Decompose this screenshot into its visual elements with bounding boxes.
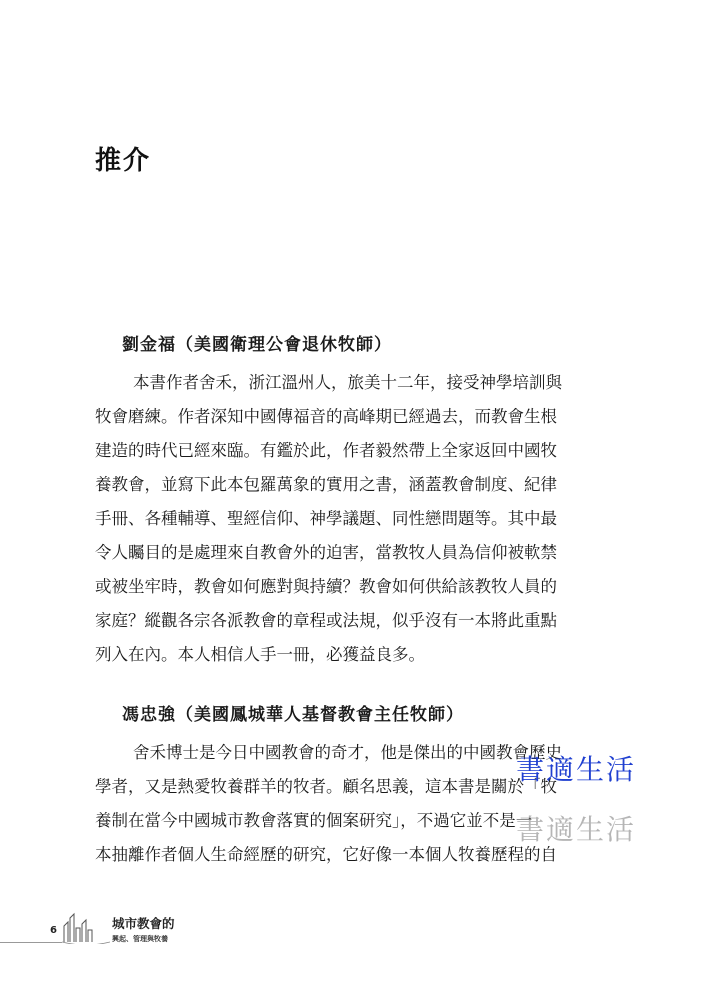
section-heading-1: 劉金福（美國衛理公會退休牧師）	[122, 335, 392, 355]
paragraph-line: 養制在當今中國城市教會落實的個案研究」，不過它並不是一	[95, 811, 533, 830]
watermark-blue: 書適生活	[516, 753, 637, 786]
paragraph-line: 手冊、各種輔導、聖經信仰、神學議題、同性戀問題等。其中最	[95, 509, 557, 528]
section-paragraph-1	[95, 366, 635, 672]
city-skyline-icon	[62, 912, 110, 944]
paragraph-line: 本書作者舍禾，浙江溫州人，旅美十二年，接受神學培訓與	[133, 373, 562, 392]
paragraph-line: 家庭？縱觀各宗各派教會的章程或法規，似乎沒有一本將此重點	[95, 611, 557, 630]
page-number: 6	[50, 925, 57, 936]
paragraph-line: 列入在內。本人相信人手一冊，必獲益良多。	[95, 645, 425, 664]
paragraph-line: 養教會，並寫下此本包羅萬象的實用之書，涵蓋教會制度、紀律	[95, 475, 557, 494]
paragraph-line: 令人矚目的是處理來自教會外的迫害，當教牧人員為信仰被軟禁	[95, 543, 557, 562]
paragraph-line: 牧會磨練。作者深知中國傳福音的高峰期已經過去，而教會生根	[95, 407, 557, 426]
paragraph-line: 學者，又是熱愛牧養群羊的牧者。顧名思義，這本書是關於「牧	[95, 777, 557, 796]
paragraph-line: 本抽離作者個人生命經歷的研究，它好像一本個人牧養歷程的自	[95, 845, 557, 864]
footer-rule	[0, 942, 62, 943]
page-title: 推介	[95, 146, 152, 176]
watermark-gray: 書適生活	[516, 813, 637, 846]
paragraph-line: 建造的時代已經來臨。有鑑於此，作者毅然帶上全家返回中國牧	[95, 441, 557, 460]
section-heading-2: 馮忠強（美國鳳城華人基督教會主任牧師）	[122, 705, 464, 725]
paragraph-line: 舍禾博士是今日中國教會的奇才，他是傑出的中國教會歷史	[133, 743, 562, 762]
footer-book-subtitle: 興起、管理與牧養	[112, 935, 168, 943]
footer-book-title: 城市教會的	[112, 916, 175, 931]
paragraph-line: 或被坐牢時，教會如何應對與持續？教會如何供給該教牧人員的	[95, 577, 557, 596]
